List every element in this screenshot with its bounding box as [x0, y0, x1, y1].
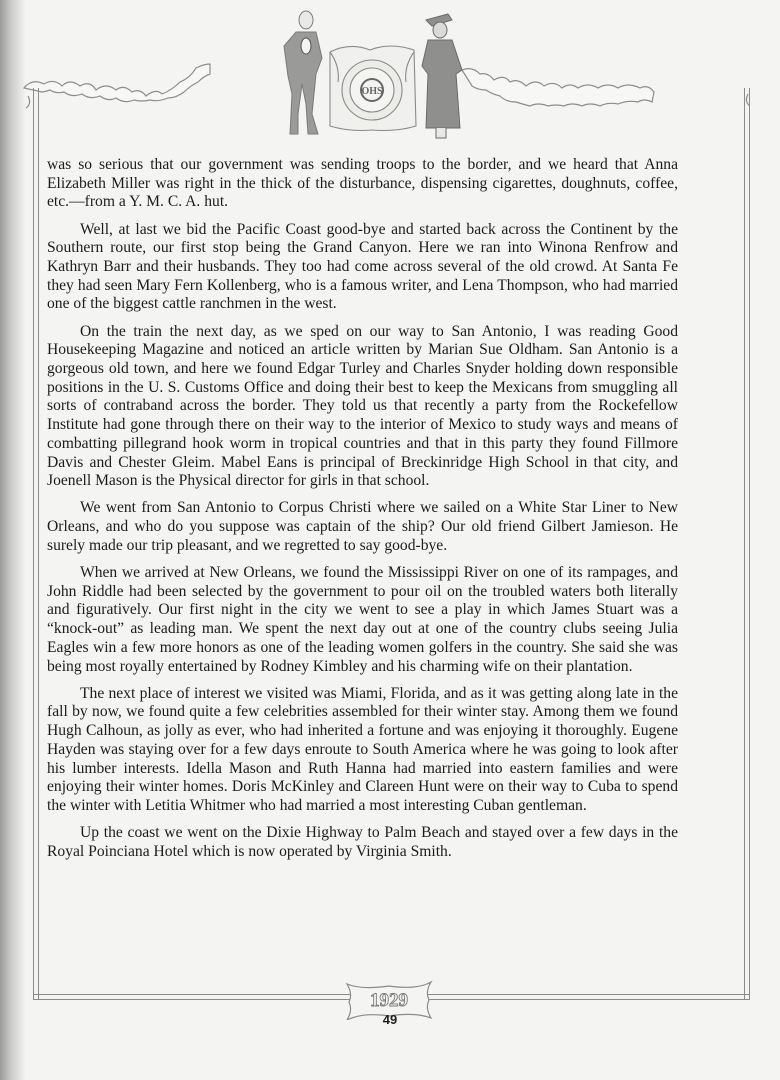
page-border-right	[744, 88, 750, 1000]
athlete-figure-icon	[284, 11, 322, 134]
page-border-left	[33, 88, 39, 1000]
paragraph-corpus-christi: We went from San Antonio to Corpus Christi where we sailed on a White Star Liner to New Orleans, and who do you suppose was captain of the ship? Our old friend Gilbert Jamieson. He surely made our trip pleasant, and we regretted to say good-bye.	[47, 499, 678, 554]
svg-text:OHS: OHS	[361, 86, 383, 97]
graduate-figure-icon	[422, 14, 462, 138]
paragraph-pacific-coast: Well, at last we bid the Pacific Coast good-bye and started back across the Continent by the Southern route, our first stop being the Grand Canyon. Here we ran into Winona Renfrow and Kathryn Barr and their husbands. They too had come across several of the old crowd. At Santa Fe they had seen Mary Fern Kollenberg, who is a famous writer, and Lena Thompson, who had married one of the biggest cattle ranchmen in the west.	[47, 220, 678, 313]
page-edge-shadow	[0, 0, 26, 1080]
paragraph-continued: was so serious that our government was sending troops to the border, and we heard that Anna Elizabeth Miller was right in the thick of the disturbance, dispensing cigarettes, doughnuts, coffee, etc.—from a Y. M. C. A. hut.	[47, 156, 678, 211]
paragraph-san-antonio: On the train the next day, as we sped on our way to San Antonio, I was reading Good Housekeeping Magazine and noticed an article written by Marian Sue Oldham. San Antonio is a gorgeous old town, and here we found Edgar Turley and Charles Snyder holding down responsible positions in the U. S. Customs Office and doing their best to keep the Mexicans from smuggling all sorts of contraband across the border. They told us that recently a party from the Rockefellow Institute had gone through there on their way to the interior of Mexico to study ways and means of combatting pillegrand hook worm in tropical countries and that in this party they found Fillmore Davis and Chester Gleim. Mabel Eans is principal of Breckinridge High School in that city, and Joenell Mason is the Physical director for girls in that school.	[47, 322, 678, 490]
paragraph-palm-beach: Up the coast we went on the Dixie Highway to Palm Beach and stayed over a few days in the Royal Poinciana Hotel which is now operated by Virginia Smith.	[47, 824, 678, 860]
school-seal-icon	[330, 46, 416, 131]
page-number: 49	[382, 1012, 398, 1027]
header-ornament	[0, 0, 780, 150]
paragraph-new-orleans: When we arrived at New Orleans, we found the Mississippi River on one of its rampages, and John Riddle had been selected by the government to pour oil on the troubled waters both literally and figuratively. Our first night in the city we went to see a play in which James Stuart was a “knock-out” as leading man. We spent the next day out at one of the country clubs seeing Julia Eagles win a few more honors as one of the leading women golfers in the country. She said she was being most royally entertained by Rodney Kimbley and his charming wife on their plantation.	[47, 564, 678, 675]
year-text: 1929	[370, 990, 408, 1011]
article-body	[47, 156, 678, 870]
paragraph-miami: The next place of interest we visited was Miami, Florida, and as it was getting along late in the fall by now, we found quite a few celebrities assembled for their winter stay. Among them we found Hugh Calhoun, as jolly as ever, who had inherited a fortune and was enjoying it thoroughly. Eugene Hayden was staying over for a few days enroute to South America where he was going to look after his lumber interests. Idella Mason and Ruth Hanna had married into eastern families and were enjoying their winter homes. Doris McKinley and Clareen Hunt were on their way to Cuba to spend the winter with Letitia Whitmer who had married a most interesting Cuban gentleman.	[47, 684, 678, 814]
